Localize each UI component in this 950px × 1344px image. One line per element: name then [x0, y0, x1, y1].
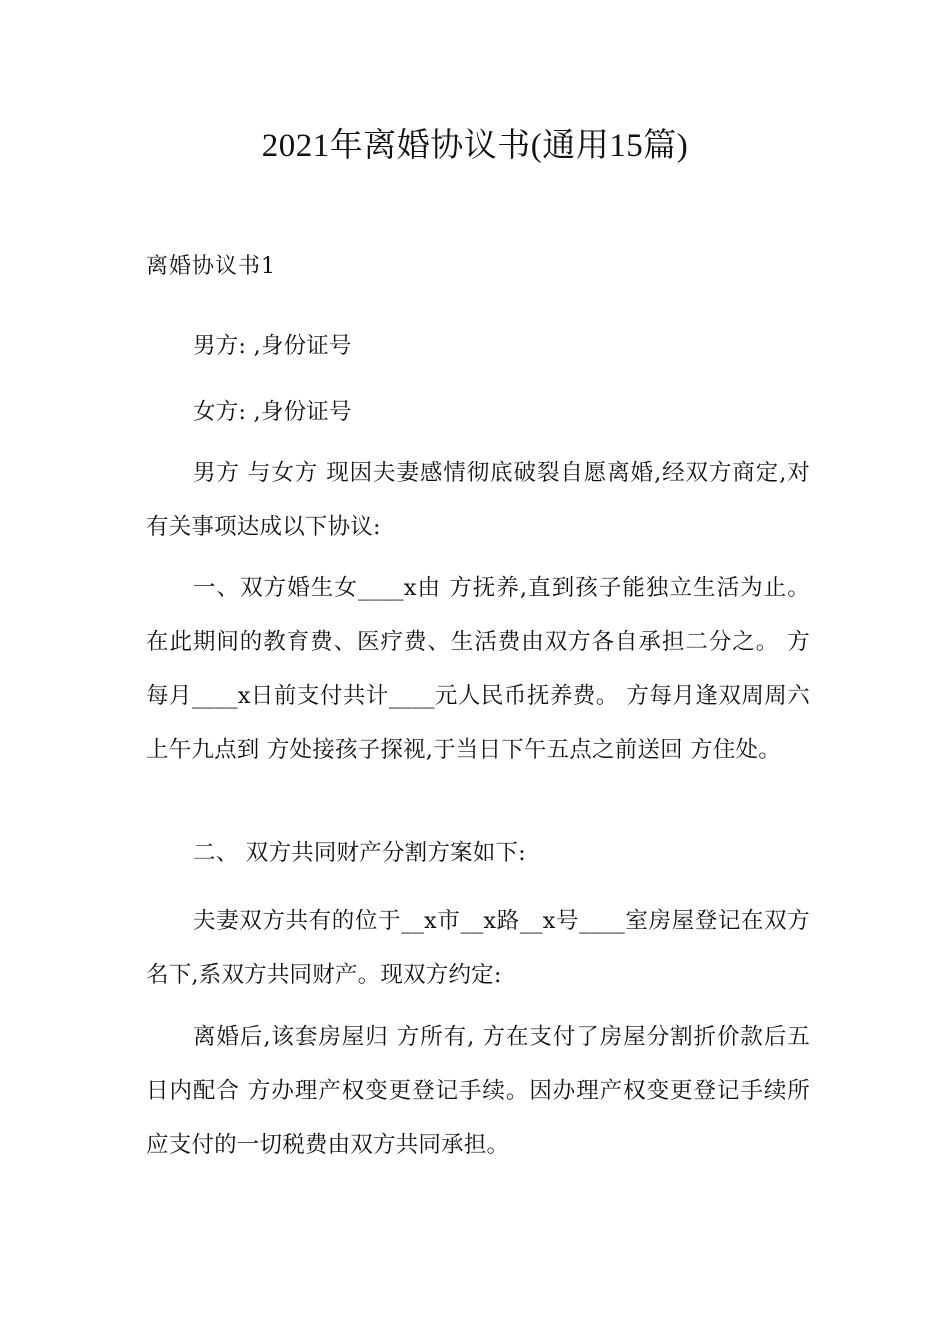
paragraph-clause-two: 二、 双方共同财产分割方案如下:	[193, 840, 526, 866]
paragraph-man-info: 男方: ,身份证号	[193, 333, 352, 359]
paragraph-house: 夫妻双方共有的位于__x市__x路__x号____室房屋登记在双方名下,系双方共同财产。现双方约定:	[146, 908, 810, 988]
paragraph-woman-info: 女方: ,身份证号	[193, 399, 352, 425]
paragraph-intro: 男方 与女方 现因夫妻感情彻底破裂自愿离婚,经双方商定,对有关事项达成以下协议:	[146, 460, 810, 540]
document-title: 2021年离婚协议书(通用15篇)	[261, 128, 689, 164]
section-heading: 离婚协议书1	[146, 254, 276, 279]
paragraph-clause-one: 一、双方婚生女____x由 方抚养,直到孩子能独立生活为止。在此期间的教育费、医疗费、生活费由双方各自承担二分之。 方每月____x日前支付共计____元人民币抚养费。 方每月逢双周周六上午九点到 方处接孩子探视,于当日下午五点之前送回 方住处。	[146, 575, 810, 763]
paragraph-after-divorce: 离婚后,该套房屋归 方所有, 方在支付了房屋分割折价款后五日内配合 方办理产权变更登记手续。因办理产权变更登记手续所应支付的一切税费由双方共同承担。	[146, 1024, 810, 1158]
